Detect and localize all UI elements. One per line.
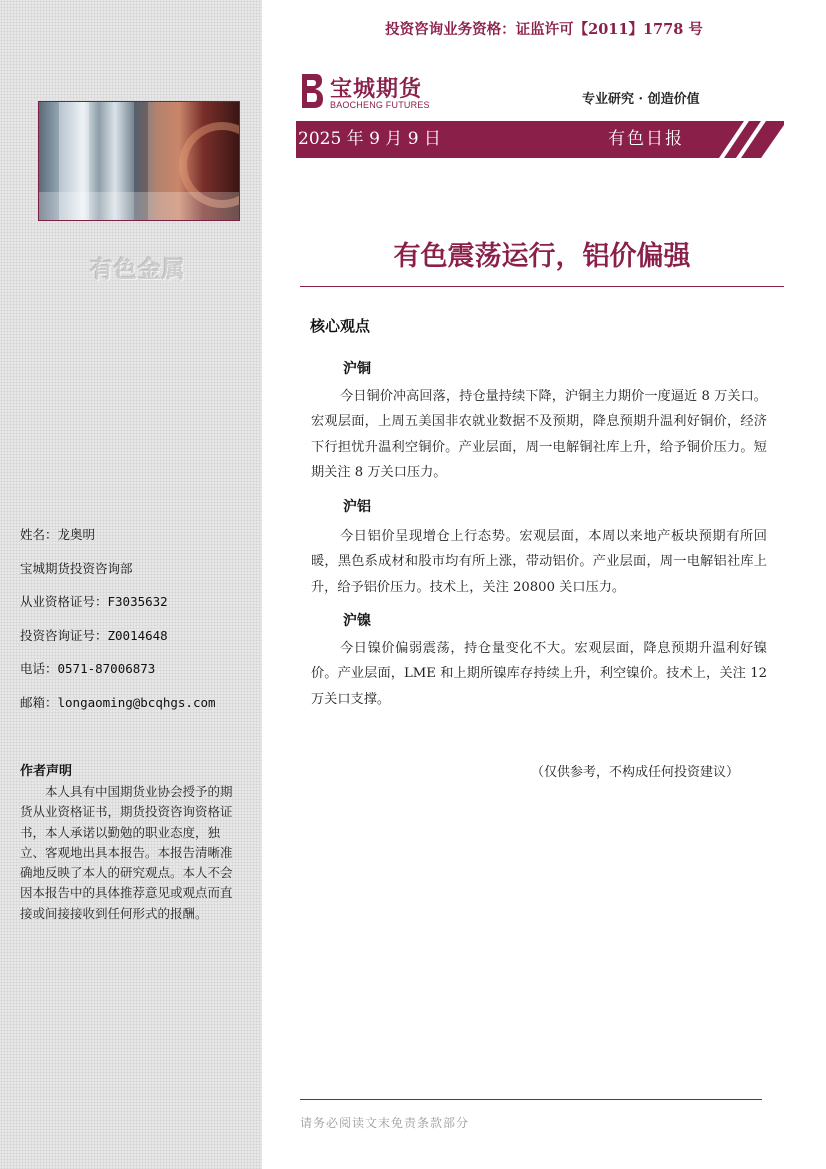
author-statement-body: 本人具有中国期货业协会授予的期货从业资格证书，期货投资咨询资格证书，本人承诺以勤勉的职业态度，独立、客观地出具本报告。本报告清晰准确地反映了本人的研究观点。本人不会因本报告中的具体推荐意见或观点而直接或间接接收到任何形式的报酬。 xyxy=(20,784,233,921)
email-address[interactable]: 邮箱：longaoming@bcqhgs.com xyxy=(20,694,216,710)
date-banner xyxy=(296,121,784,158)
section-body-aluminum: 今日铝价呈现增仓上行态势。宏观层面，本周以来地产板块预期有所回暖，黑色系成材和股市均有所上涨，带动铝价。产业层面，周一电解铝社库上升，给予铝价压力。技术上，关注 20800 关口压力。 xyxy=(311,529,767,595)
section-body-nickel: 今日镍价偏弱震荡，持仓量变化不大。宏观层面，降息预期升温利好镍价。产业层面，LME 和上期所镍库存持续上升，利空镍价。技术上，关注 12 万关口支撑。 xyxy=(311,641,767,707)
consulting-number: 投资咨询证号：Z0014648 xyxy=(20,627,168,643)
category-label: 有色金属 xyxy=(90,257,186,283)
headline-divider xyxy=(300,286,784,287)
logo-text-en: BAOCHENG FUTURES xyxy=(330,100,430,110)
qualification-number: 从业资格证号：F3035632 xyxy=(20,594,168,609)
disclaimer: （仅供参考，不构成任何投资建议） xyxy=(531,765,740,780)
slogan: 专业研究 · 创造价值 xyxy=(582,92,700,107)
footer-note: 请务必阅读文末免责条款部分 xyxy=(300,1116,470,1130)
core-view-title: 核心观点 xyxy=(310,317,371,335)
metal-photo xyxy=(38,101,240,221)
author-statement-title: 作者声明 xyxy=(20,764,73,779)
logo-text-cn: 宝城期货 xyxy=(330,77,423,102)
report-date: 2025 年 9 月 9 日 xyxy=(298,129,441,149)
analyst-department: 宝城期货投资咨询部 xyxy=(20,560,133,576)
report-type: 有色日报 xyxy=(608,129,684,149)
analyst-contact xyxy=(20,525,216,726)
license-line: 投资咨询业务资格：证监许可【2011】1778 号 xyxy=(385,21,703,38)
sidebar xyxy=(0,0,262,1169)
report-headline: 有色震荡运行，铝价偏强 xyxy=(393,241,691,272)
phone-number: 电话：0571-87006873 xyxy=(20,661,156,676)
footer-divider xyxy=(300,1099,762,1100)
company-logo xyxy=(298,72,438,112)
logo-mark-icon xyxy=(298,72,324,110)
analyst-name: 姓名：龙奥明 xyxy=(20,527,96,542)
section-body-copper: 今日铜价冲高回落，持仓量持续下降，沪铜主力期价一度逼近 8 万关口。宏观层面，上周五美国非农就业数据不及预期，降息预期升温利好铜价，经济下行担忧升温利空铜价。产业层面，周一电解铜社库上升，给予铜价压力。短期关注 8 万关口压力。 xyxy=(311,389,767,480)
section-title-nickel: 沪镍 xyxy=(343,613,371,629)
section-title-aluminum: 沪铝 xyxy=(343,499,371,515)
section-title-copper: 沪铜 xyxy=(343,361,371,377)
